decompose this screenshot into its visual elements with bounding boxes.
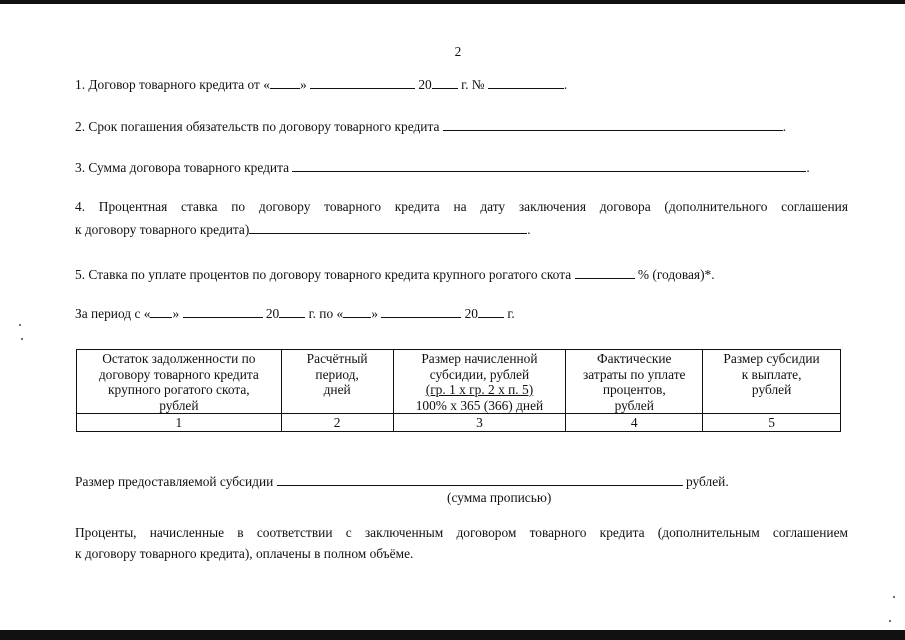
column-number: 1 xyxy=(77,414,282,432)
subsidy-table xyxy=(76,349,841,432)
header-text-line: договору товарного кредита xyxy=(98,366,259,382)
item-2-end: . xyxy=(782,119,787,134)
table-number-row xyxy=(77,414,841,432)
item-3-line xyxy=(75,159,810,176)
scan-speck xyxy=(19,324,21,326)
item-1-line xyxy=(75,76,567,93)
item-5-rate-blank xyxy=(575,266,635,279)
header-cell-accrued-subsidy xyxy=(393,350,566,414)
item-3-end: . xyxy=(806,160,810,175)
formula-numerator: (гр. 1 х гр. 2 х п. 5) xyxy=(425,382,534,397)
subsidy-label: Размер предоставляемой субсидии xyxy=(75,474,274,489)
item-4-line-2 xyxy=(75,221,531,238)
subsidy-amount-blank xyxy=(277,473,683,486)
amount-in-words-caption: (сумма прописью) xyxy=(447,490,552,505)
header-text-line: Расчётный xyxy=(306,351,368,366)
header-text-line: Размер субсидии xyxy=(723,351,820,366)
item-4-line-1: 4. Процентная ставка по договору товарного кредита на дату заключения договора (дополнительного соглашения xyxy=(75,199,848,214)
item-1-year-suffix: г. № xyxy=(457,77,485,92)
period-prefix: За период с « xyxy=(75,306,151,321)
item-2-text: 2. Срок погашения обязательств по договору товарного кредита xyxy=(75,119,440,134)
subsidy-suffix: рублей. xyxy=(686,474,729,489)
item-3-blank xyxy=(292,159,806,172)
period-to-year-prefix: 20 xyxy=(464,306,478,321)
item-5-text: 5. Ставка по уплате процентов по договору товарного кредита крупного рогатого скота xyxy=(75,267,572,282)
subsidy-amount-line xyxy=(75,473,729,490)
item-1-year-prefix: 20 xyxy=(418,77,432,92)
scan-top-border xyxy=(0,0,905,4)
item-1-day-blank xyxy=(270,76,300,89)
item-3-text: 3. Сумма договора товарного кредита xyxy=(75,160,290,175)
header-text-line: период, xyxy=(315,366,359,382)
final-statement-line-1: Проценты, начисленные в соответствии с заключенным договором товарного кредита (дополнительным соглашением xyxy=(75,525,848,540)
period-from-day-blank xyxy=(150,305,172,318)
item-1-quote-close: » xyxy=(299,77,307,92)
period-from-month-blank xyxy=(183,305,263,318)
period-middle: г. по « xyxy=(305,306,344,321)
header-text-line: рублей xyxy=(751,382,792,397)
header-text-line: рублей xyxy=(614,397,654,413)
header-cell-period-days xyxy=(281,350,393,414)
header-text-line: крупного рогатого скота, xyxy=(108,382,250,397)
item-4-end: . xyxy=(527,222,531,237)
item-4-text-2: к договору товарного кредита) xyxy=(75,222,250,237)
header-text-line: рублей xyxy=(159,397,199,413)
item-5-suffix: % (годовая)*. xyxy=(637,267,715,282)
period-line xyxy=(75,305,515,322)
item-1-month-blank xyxy=(310,76,415,89)
scan-speck xyxy=(893,596,895,598)
header-text-line: Остаток задолженности по xyxy=(102,351,256,366)
final-statement-line-2: к договору товарного кредита), оплачены в полном объёме. xyxy=(75,546,414,561)
header-text-line: дней xyxy=(323,382,351,397)
header-cell-debt-balance xyxy=(77,350,282,414)
header-cell-actual-costs xyxy=(566,350,703,414)
item-2-blank xyxy=(443,118,783,131)
item-5-line xyxy=(75,266,715,283)
header-text-line: процентов, xyxy=(602,382,666,397)
item-4-blank xyxy=(249,221,527,234)
column-number: 4 xyxy=(566,414,703,432)
header-cell-subsidy-payable xyxy=(703,350,841,414)
item-1-year-blank xyxy=(432,76,458,89)
period-to-month-blank xyxy=(381,305,461,318)
column-number: 3 xyxy=(393,414,566,432)
period-to-day-blank xyxy=(343,305,371,318)
item-2-line xyxy=(75,118,786,135)
header-text-line: Размер начисленной xyxy=(421,351,538,366)
period-from-year-prefix: 20 xyxy=(265,306,280,321)
period-to-year-blank xyxy=(478,305,504,318)
period-to-quote-close: » xyxy=(371,306,378,321)
table-header-row xyxy=(77,350,841,414)
period-from-year-blank xyxy=(279,305,305,318)
period-from-quote-close: » xyxy=(172,306,180,321)
item-1-prefix: 1. Договор товарного кредита от « xyxy=(75,77,270,92)
formula-denominator: 100% х 365 (366) дней xyxy=(415,397,544,413)
item-1-number-blank xyxy=(488,76,564,89)
scan-speck xyxy=(21,338,23,340)
page-number: 2 xyxy=(454,44,462,59)
scan-bottom-border xyxy=(0,630,905,640)
header-text-line: субсидии, рублей xyxy=(429,366,530,382)
header-text-line: к выплате, xyxy=(741,366,802,382)
header-text-line: Фактические xyxy=(597,351,672,366)
period-end: г. xyxy=(504,306,515,321)
column-number: 5 xyxy=(703,414,841,432)
item-1-end: . xyxy=(563,77,568,92)
header-text-line: затраты по уплате xyxy=(582,366,686,382)
column-number: 2 xyxy=(281,414,393,432)
scan-speck xyxy=(889,620,891,622)
